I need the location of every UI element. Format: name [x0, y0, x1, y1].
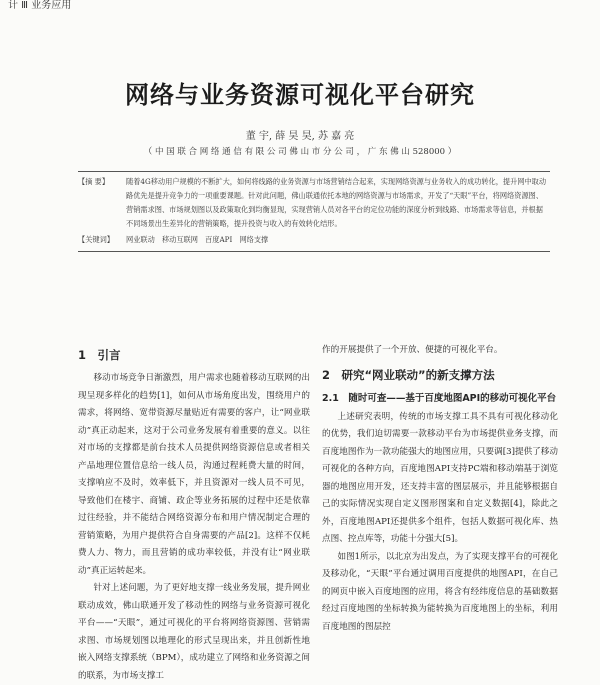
paragraph: 针对上述问题，为了更好地支撑一线业务发展，提升网业联动成效，佛山联通开发了移动性的网络与业务资源可视化平台——“天眼”，通过可视化的平台将网络资源图、营销需求图、市场规划图以地理化的形式呈现出来，并且创新性地嵌入网络支撑系统（BPM），成功建立了网络和业务资源之间的联系，为市场支撑工: [78, 583, 310, 681]
abstract: [78, 175, 550, 231]
affiliation: （ 中 国 联 合 网 络 通 信 有 限 公 司 佛 山 市 分 公 司 ， 广 东 佛 山 528000 ）: [143, 147, 457, 157]
keywords-text: 网业联动 移动互联网 百度API 网络支撑: [126, 235, 269, 244]
paragraph: 上述研究表明，传统的市场支撑工具不具有可视化移动化的优势，我们迫切需要一款移动平台为市场提供业务支撑，而百度地图作为一款功能强大的地图应用，只要调[3]提供了移动可视化的各种方向，百度地图API支持PC端和移动端基于浏览器的地图应用开发，还支持丰富的图层展示，并且能够根据自己的实际情况实现自定义图形图案和自定义数据[4]，除此之外，百度地图API还提供多个组件，包括人数据可视化库、热点图、控点库等，功能十分强大[5]。: [322, 411, 558, 544]
abstract-text: 随着4G移动用户规模的不断扩大，如何将线路的业务资源与市场营销结合起来，实现网络资源与业务收入的成功转化，提升网中取动路优先是提升竞争力的一项重要课题。针对此问题，佛山联通依托本地的网络资源与市场需求，开发了“天眼”平台，将网络资源图、营销需求图、市场规划图以及政策取化到均衡显现，实现营销人员对各平台的定位功能的深度分析到线路、市场需求等信息，并根据不同场景出生差异化的营销策略，提升投资与收入的有效转化结形。: [126, 177, 547, 228]
running-header: 计 Ⅲ 业务应用: [8, 0, 72, 11]
section-heading-intro: 1 引言: [78, 348, 121, 362]
authors: 董 宇, 薛 昊 昊, 苏 嘉 亮: [245, 131, 355, 142]
left-column: [78, 340, 310, 685]
abstract-label: 【摘 要】: [78, 177, 110, 186]
paragraph: 移动市场竞争日渐激烈，用户需求也随着移动互联网的出现呈现多样化的趋势[1]，如何从市场角度出发，围绕用户的需求，将网络、宽带资源尽量贴近有需要的客户，让“网业联动”真正动起来，这对于公司业务发展有着重要的意义。以往对市场的支撑都是前台技术人员提供网络资源信息或者相关产品地理位置信息给一线人员，沟通过程耗费大量的时间，支撑响应不及时，效率低下，并且资源对一线人员不可见，导致他们在楼宇、商铺、政企等业务拓展的过程中还是依靠过往经验，并不能结合网络资源分布和用户情况制定合理的营销策略，为用户提供符合自身需要的产品[2]。这样不仅耗费人力、物力，而且营销的成功率较低，并没有让“网业联动”真正运转起来。: [78, 373, 310, 576]
abstract-box: [78, 171, 550, 252]
keywords-label: 【关键词】: [78, 235, 114, 244]
paragraph: 如图1所示，以北京为出发点，为了实现支撑平台的可视化及移动化，“天眼”平台通过调用百度提供的地图API，在自己的网页中嵌入百度地图的应用，将含有经纬度信息的基础数据经过百度地图的坐标转换为能转换为百度地图上的坐标，利用百度地图的图层控: [322, 551, 558, 632]
right-column: [322, 342, 558, 636]
subsection-heading-2-1: 2.1 随时可查——基于百度地图API的移动可视化平台: [322, 392, 557, 404]
keywords: [78, 233, 550, 247]
paragraph: 作的开展提供了一个开放、便捷的可视化平台。: [322, 345, 503, 355]
section-heading-2: 2 研究“网业联动”的新支撑方法: [322, 367, 495, 382]
paper-title: 网络与业务资源可视化平台研究: [125, 81, 475, 109]
